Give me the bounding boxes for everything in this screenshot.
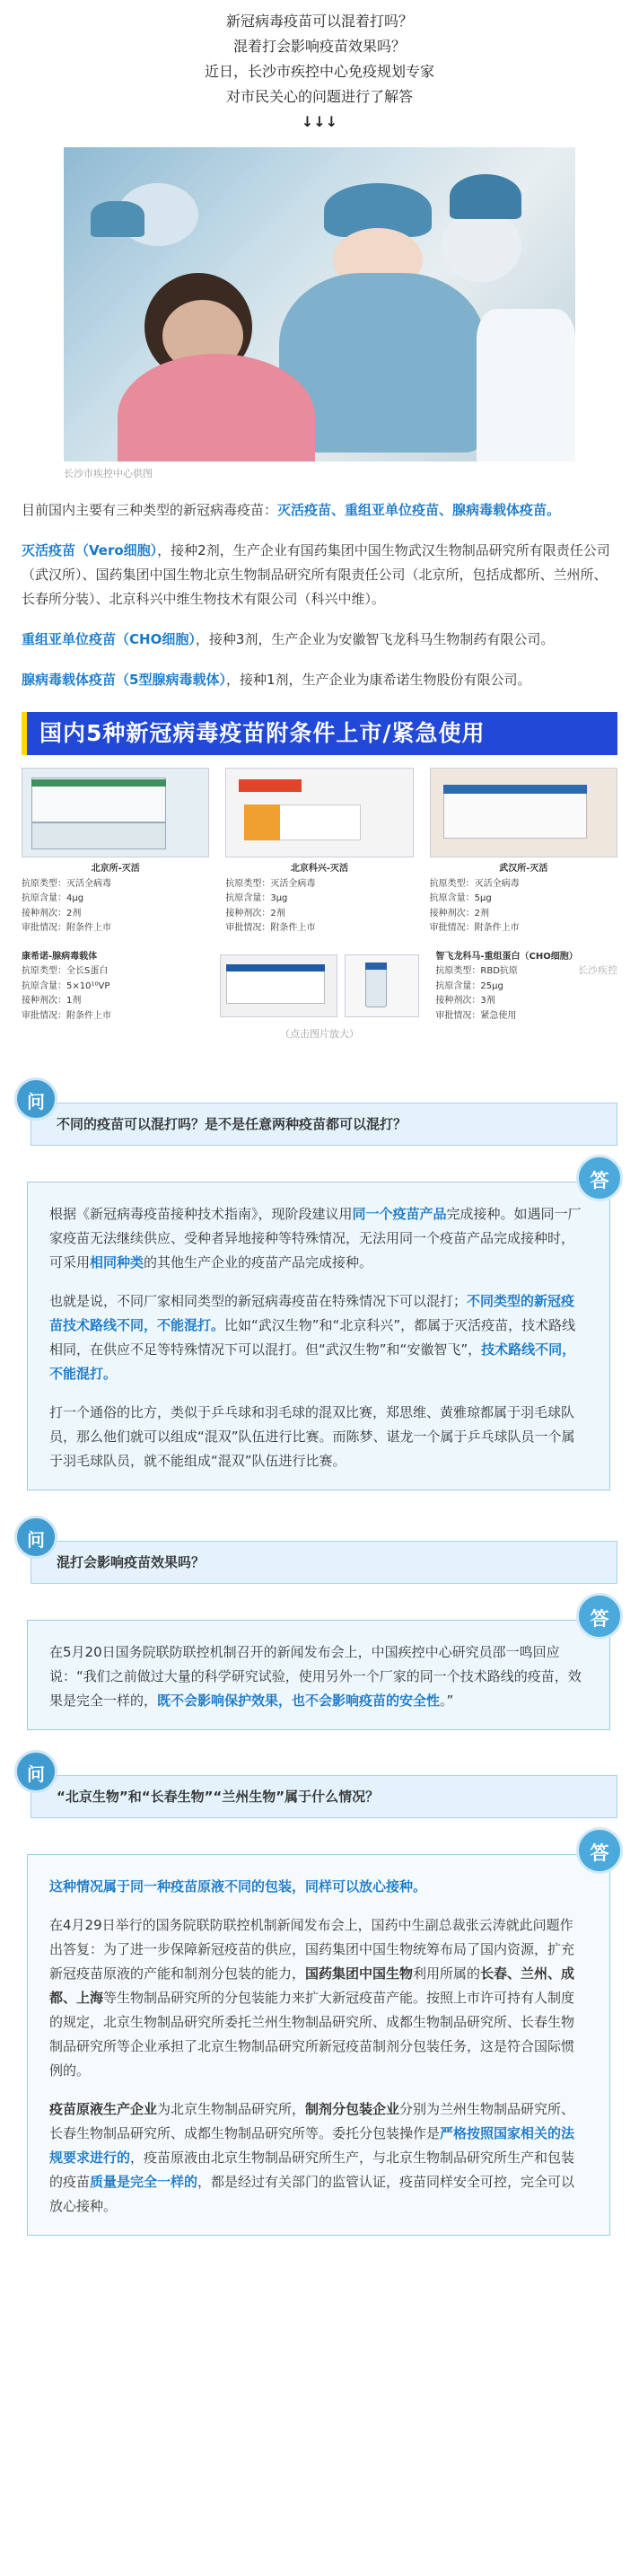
subunit-title: 重组亚单位疫苗（CHO细胞）: [22, 631, 196, 648]
answer-highlight: 同一个疫苗产品: [352, 1205, 447, 1222]
enlarge-hint: （点击图片放大）: [280, 1028, 359, 1041]
answer-highlight: 相同种类: [90, 1253, 144, 1270]
intro-line: 近日，长沙市疾控中心免疫规划专家: [204, 63, 434, 80]
photo-caption: 长沙市疾控中心供图: [64, 468, 153, 479]
answer-3: [22, 1842, 617, 2236]
vaccine-detail: 抗原含量：25μg: [435, 980, 503, 991]
answer-highlight: 技术路线不同，不能混打。: [49, 1341, 576, 1382]
vaccine-detail: 抗原类型：RBD抗原: [435, 966, 518, 977]
question-icon: 问: [14, 1750, 57, 1793]
subunit-paragraph: [22, 628, 617, 652]
vaccine-detail: 接种剂次：1剂: [22, 996, 82, 1007]
vaccine-grid-bottom[interactable]: [22, 945, 617, 1024]
vaccine-box-image[interactable]: [430, 768, 617, 857]
vaccine-detail: 抗原类型：灭活全病毒: [429, 878, 520, 889]
vaccine-box-image[interactable]: [22, 768, 209, 857]
answer-text: 根据《新冠病毒疫苗接种技术指南》，现阶段建议用: [49, 1205, 353, 1222]
vaccine-card[interactable]: [22, 945, 204, 1024]
question-icon: 问: [14, 1077, 57, 1121]
vaccine-detail: 接种剂次：2剂: [22, 908, 82, 919]
vaccine-detail: 审批情况：附条件上市: [22, 923, 111, 934]
answer-2: [22, 1608, 617, 1730]
vaccine-image-pair[interactable]: [220, 945, 420, 1024]
section-banner: 国内5种新冠病毒疫苗附条件上市/紧急使用: [22, 712, 617, 755]
answer-bold: 国药集团中国生物: [305, 1965, 414, 1983]
vaccine-detail: 审批情况：紧急使用: [435, 1010, 517, 1021]
answer-paragraph: [49, 2097, 586, 2219]
intro-line: 混着打会影响疫苗效果吗？: [232, 38, 406, 55]
answer-text: 利用所属的: [413, 1965, 481, 1983]
watermark: 长沙疾控: [578, 964, 617, 977]
vaccine-detail: 接种剂次：2剂: [225, 908, 285, 919]
answer-highlight: 既不会影响保护效果，也不会影响疫苗的安全性: [157, 1692, 441, 1709]
vaccine-card[interactable]: [22, 768, 209, 936]
answer-text: 的其他生产企业的疫苗产品完成接种。: [144, 1253, 373, 1270]
intro-block: [22, 0, 617, 135]
vaccine-grid-top[interactable]: [22, 768, 617, 936]
vaccine-detail: 抗原含量：5×10¹⁰VP: [22, 980, 110, 991]
answer-text: 为北京生物制品研究所，: [157, 2101, 306, 2118]
answer-box: [27, 1854, 610, 2236]
question-1: [22, 1090, 617, 1146]
adenovirus-text: ，接种1剂，生产企业为康希诺生物股份有限公司。: [225, 672, 531, 689]
vaccine-detail: 抗原类型：灭活全病毒: [22, 878, 111, 889]
vaccine-detail: 抗原含量：3μg: [225, 893, 288, 904]
answer-text: 。”: [440, 1692, 454, 1709]
answer-text: 在5月20日国务院联防联控机制召开的新闻发布会上，中国疾控中心研究员邵一鸣回应说：“我们之前做过大量的科学研究试验，使用另外一个厂家的同一个技术路线的疫苗，效果是完全一样的，: [49, 1644, 582, 1709]
answer-paragraph: [49, 1913, 586, 2083]
vaccine-vial-image[interactable]: [345, 954, 419, 1017]
answer-paragraph: [49, 1640, 586, 1713]
vaccine-name: 北京科兴-灭活: [290, 864, 349, 875]
answer-bold: 制剂分包装企业: [305, 2101, 400, 2118]
answer-text: ，疫苗原液由北京生物制品研究所生产，与北京生物制品研究所生产和包装的疫苗: [49, 2150, 575, 2191]
answer-paragraph: [49, 1202, 586, 1275]
vaccine-detail: 接种剂次：3剂: [435, 996, 495, 1007]
answer-text: ，都是经过有关部门的监管认证，疫苗同样安全可控，完全可以放心接种。: [49, 2174, 575, 2215]
question-2: [22, 1528, 617, 1584]
vaccine-card[interactable]: [225, 768, 413, 936]
inactivated-text: ，接种2剂，生产企业有国药集团中国生物武汉生物制品研究所有限责任公司（武汉所）、国药集团中国生物北京生物制品研究所有限责任公司（北京所，包括成都所、兰州所、长春所分装）、北京科兴中维生物技术有限公司（科兴中维）。: [22, 542, 610, 608]
answer-highlight: 这种情况属于同一种疫苗原液不同的包装，同样可以放心接种。: [49, 1878, 427, 1895]
answer-bold: 疫苗原液生产企业: [49, 2101, 158, 2118]
vaccination-photo[interactable]: [64, 147, 575, 462]
subunit-text: ，接种3剂，生产企业为安徽智飞龙科马生物制药有限公司。: [195, 631, 555, 648]
intro-line: 新冠病毒疫苗可以混着打吗？: [225, 13, 413, 30]
vaccine-detail: 审批情况：附条件上市: [22, 1010, 111, 1021]
vaccine-detail: 抗原类型：全长S蛋白: [22, 966, 109, 977]
answer-text: 等生物制品研究所的分包装能力来扩大新冠疫苗产能。按照上市许可持有人制度的规定，北京生物制品研究所委托兰州生物制品研究所、成都生物制品研究所、长春生物制品研究所等企业承担了北京生物制品研究所新冠疫苗制剂分包装任务，这是符合国际惯例的。: [49, 1990, 575, 2079]
answer-bold: 长春、兰州、成都、上海: [49, 1965, 575, 2007]
vaccine-name: 武汉所-灭活: [499, 864, 548, 875]
vaccine-detail: 审批情况：附条件上市: [225, 923, 316, 934]
answer-icon: 答: [576, 1827, 623, 1874]
question-text: 不同的疫苗可以混打吗？是不是任意两种疫苗都可以混打？: [31, 1103, 617, 1146]
answer-paragraph: [49, 1289, 586, 1386]
question-text: 混打会影响疫苗效果吗？: [31, 1541, 617, 1584]
answer-icon: 答: [576, 1155, 623, 1201]
inactivated-paragraph: [22, 539, 617, 611]
vaccine-name: 北京所-灭活: [91, 864, 140, 875]
vaccine-box-image[interactable]: [220, 954, 338, 1017]
answer-icon: 答: [576, 1593, 623, 1640]
overview-paragraph: [22, 498, 617, 523]
answer-paragraph: 打一个通俗的比方，类似于乒乓球和羽毛球的混双比赛，郑思维、黄雅琼都属于羽毛球队员，那么他们就可以组成“混双”队伍进行比赛。而陈梦、谌龙一个属于乒乓球队员一个属于羽毛球队员，就不能组成“混双”队伍进行比赛。: [49, 1403, 575, 1469]
adenovirus-title: 腺病毒载体疫苗（5型腺病毒载体）: [22, 672, 226, 689]
answer-text: 比如“武汉生物”和“北京科兴”，都属于灭活疫苗，技术路线相同，在供应不足等特殊情况下可以混打。但“武汉生物”和“安徽智飞”，: [49, 1316, 576, 1358]
vaccine-detail: 抗原含量：5μg: [429, 893, 492, 904]
answer-highlight: 严格按照国家相关的法规要求进行的: [49, 2125, 575, 2167]
vaccine-card[interactable]: [435, 945, 617, 1024]
vaccine-detail: 抗原含量：4μg: [22, 893, 84, 904]
vaccine-name: 康希诺-腺病毒载体: [22, 951, 98, 962]
overview-text: 目前国内主要有三种类型的新冠病毒疫苗：: [22, 502, 278, 519]
vaccine-name: 智飞龙科马-重组蛋白（CHO细胞）: [435, 951, 578, 962]
vaccine-box-image[interactable]: [225, 768, 413, 857]
question-3: [22, 1763, 617, 1818]
answer-text: 分别为兰州生物制品研究所、长春生物制品研究所、成都生物制品研究所等。委托分包装操作是: [49, 2101, 575, 2142]
answer-text: 完成接种。如遇同一厂家疫苗无法继续供应、受种者异地接种等特殊情况，无法用同一个疫苗产品完成接种时，可采用: [49, 1205, 582, 1270]
answer-highlight: 不同类型的新冠疫苗技术路线不同，不能混打。: [49, 1292, 575, 1333]
vaccine-detail: 审批情况：附条件上市: [429, 923, 520, 934]
answer-box: [27, 1182, 610, 1490]
vaccine-detail: 接种剂次：2剂: [429, 908, 490, 919]
answer-text: 在4月29日举行的国务院联防联控机制新闻发布会上，国药中生副总裁张云涛就此问题作出答复：为了进一步保障新冠疫苗的供应，国药集团中国生物统筹布局了国内资源，扩充新冠疫苗原液的产能和制剂分包装的能力，: [49, 1917, 575, 1983]
vaccine-types-highlight: 灭活疫苗、重组亚单位疫苗、腺病毒载体疫苗。: [277, 502, 561, 519]
question-text: “北京生物”和“长春生物”“兰州生物”属于什么情况？: [31, 1775, 617, 1818]
answer-1: [22, 1169, 617, 1490]
vaccine-detail: 抗原类型：灭活全病毒: [225, 878, 316, 889]
answer-highlight: 质量是完全一样的: [90, 2174, 198, 2191]
inactivated-title: 灭活疫苗（Vero细胞）: [22, 542, 158, 559]
vaccine-card[interactable]: [430, 768, 617, 936]
question-icon: 问: [14, 1516, 57, 1559]
arrow-down-icon: ↓↓↓: [301, 113, 338, 130]
answer-text: 也就是说，不同厂家相同类型的新冠病毒疫苗在特殊情况下可以混打；: [49, 1292, 468, 1309]
intro-line: 对市民关心的问题进行了解答: [225, 88, 413, 105]
answer-box: [27, 1620, 610, 1730]
adenovirus-paragraph: [22, 668, 617, 692]
